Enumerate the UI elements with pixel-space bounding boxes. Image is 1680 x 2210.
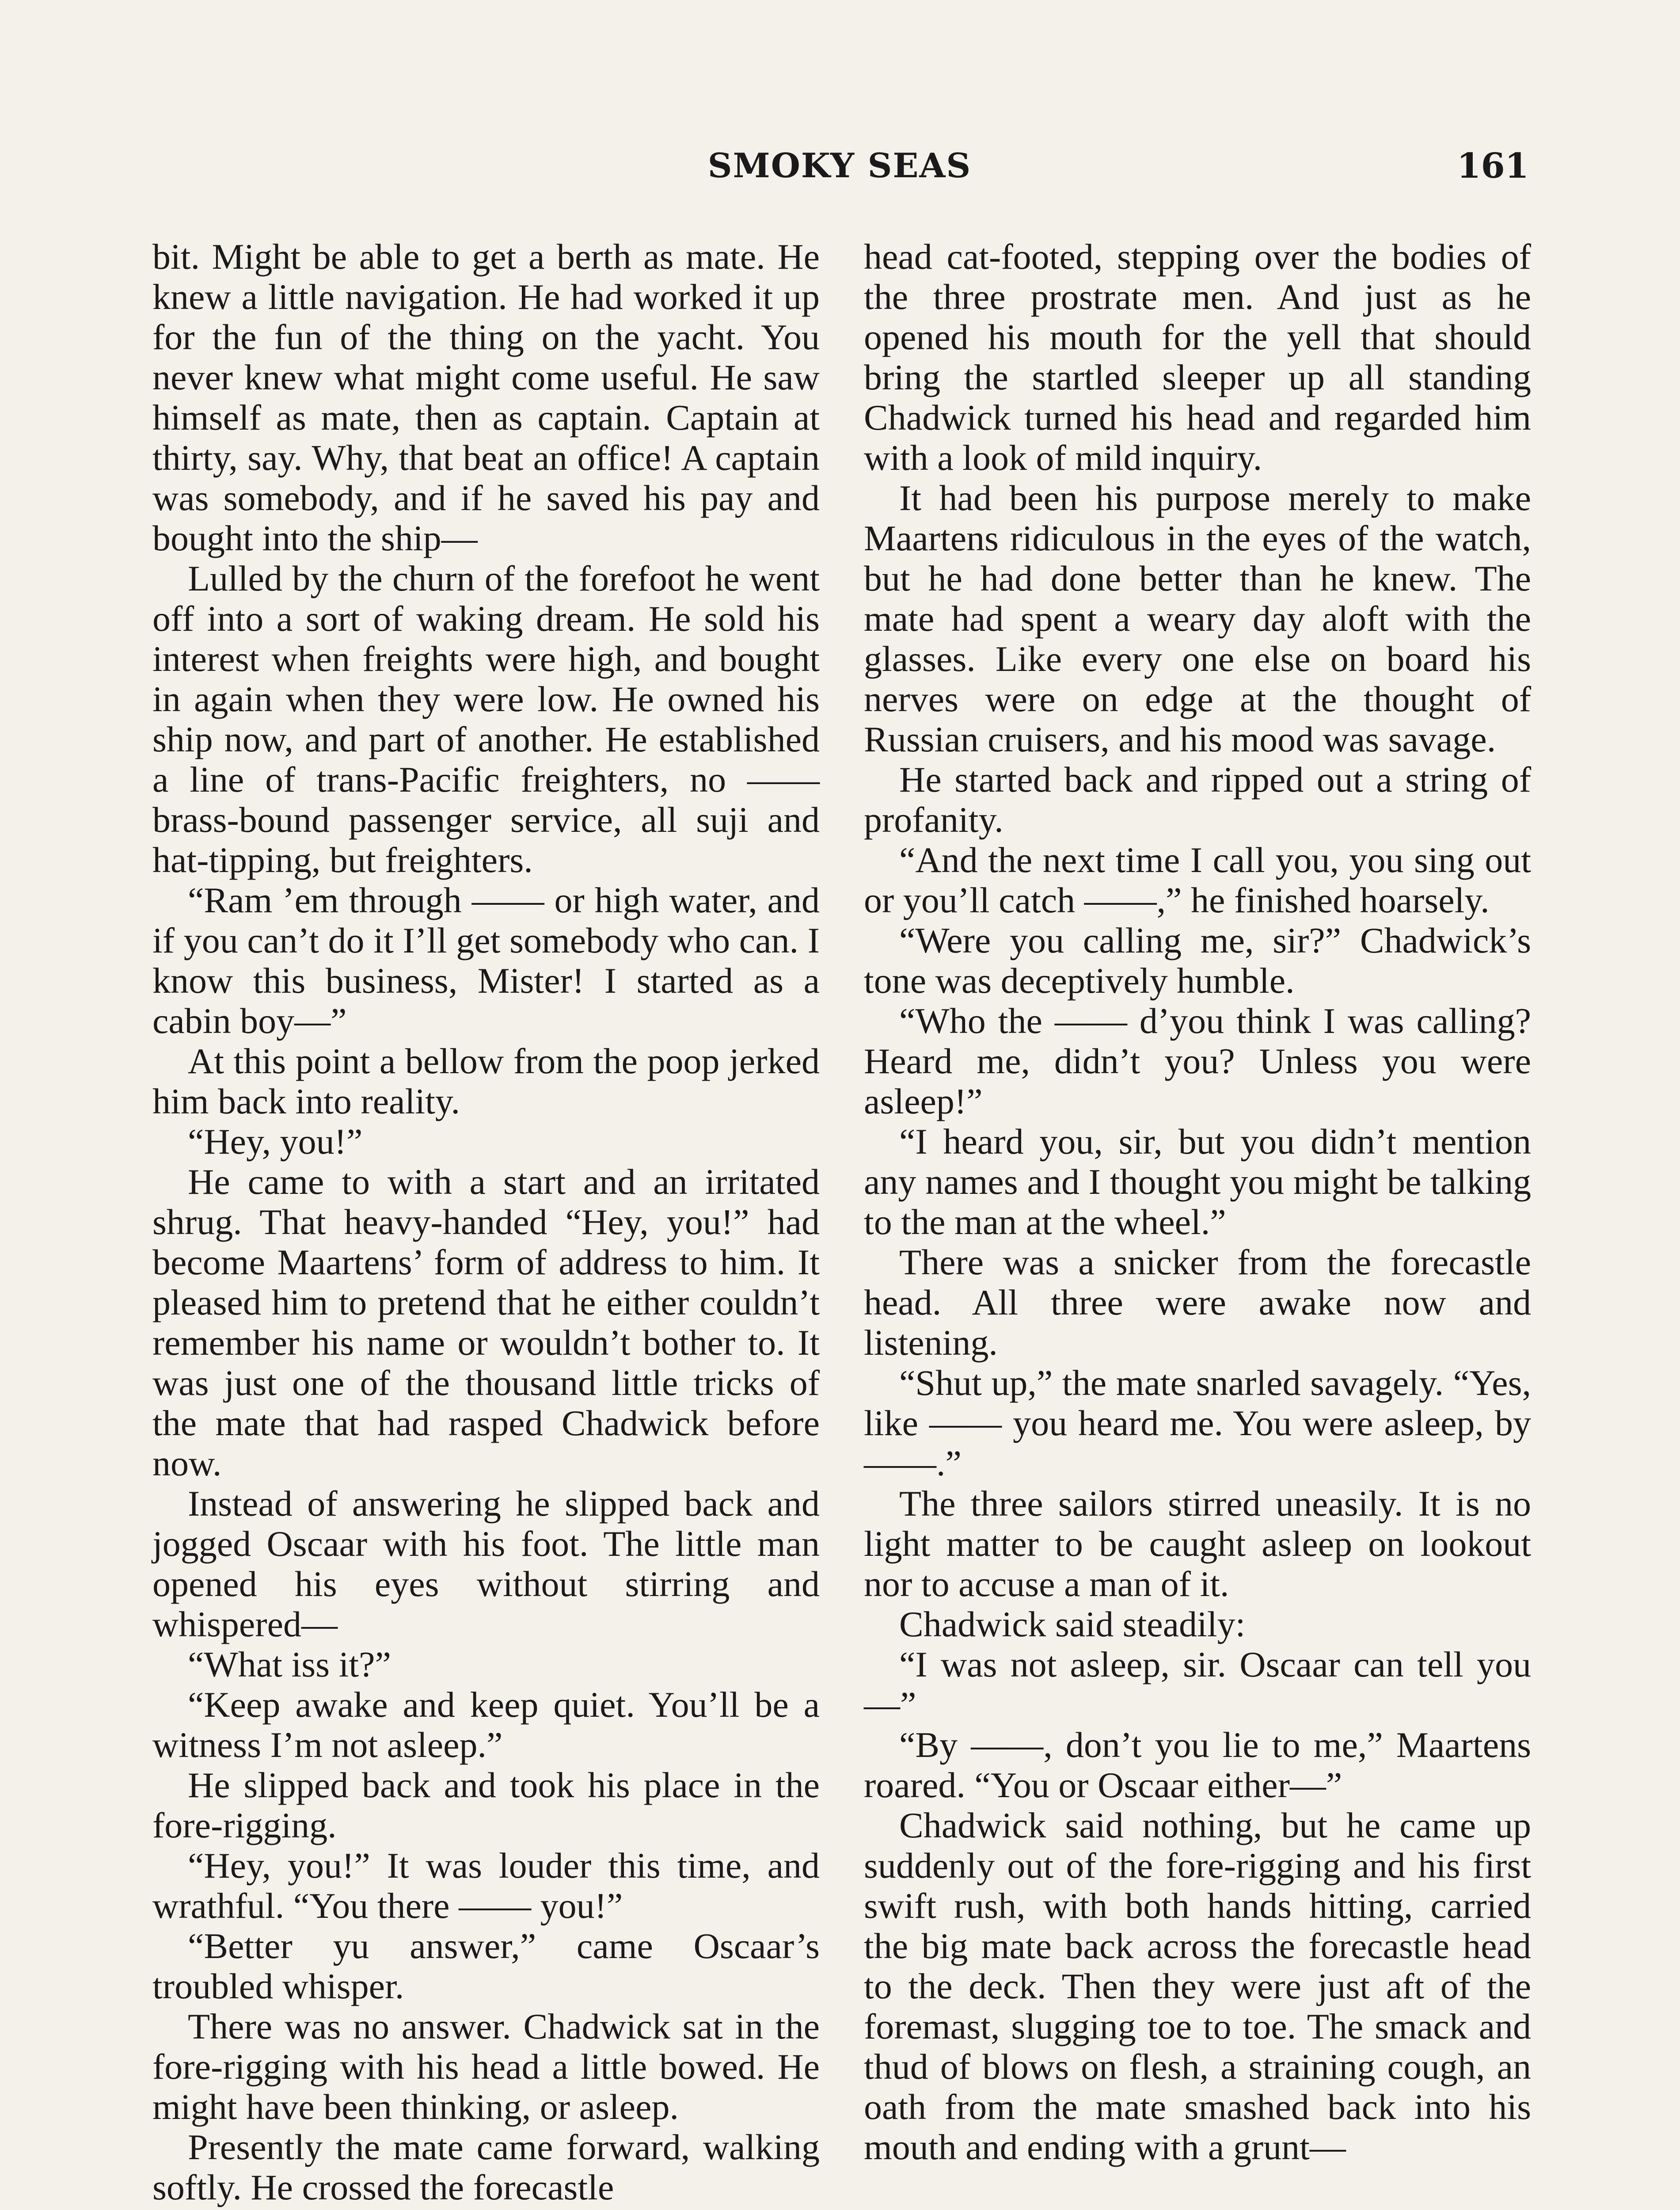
- text-columns: [152, 236, 1531, 2207]
- paragraph: There was no answer. Chadwick sat in the fore-rigging with his head a little bowed. He might have been thinking, or asleep.: [152, 2006, 820, 2127]
- paragraph: “I heard you, sir, but you didn’t mention any names and I thought you might be talking to the man at the wheel.”: [864, 1121, 1531, 1242]
- paragraph: “Hey, you!” It was louder this time, and wrathful. “You there —— you!”: [152, 1845, 820, 1926]
- paragraph: bit. Might be able to get a berth as mate. He knew a little navigation. He had worked it up for the fun of the thing on the yacht. You never knew what might come useful. He saw himself as mate, then as captain. Captain at thirty, say. Why, that beat an office! A captain was somebody, and if he saved his pay and bought into the ship—: [152, 236, 820, 558]
- paragraph: Instead of answering he slipped back and jogged Oscaar with his foot. The little man opened his eyes without stirring and whispered—: [152, 1483, 820, 1644]
- paragraph: head cat-footed, stepping over the bodies of the three prostrate men. And just as he opened his mouth for the yell that should bring the startled sleeper up all standing Chadwick turned his head and regarded him with a look of mild inquiry.: [864, 236, 1531, 478]
- right-column: [864, 236, 1531, 2207]
- running-title: SMOKY SEAS: [707, 146, 972, 185]
- paragraph: “And the next time I call you, you sing out or you’ll catch ——,” he finished hoarsely.: [864, 840, 1531, 920]
- paragraph: At this point a bellow from the poop jerked him back into reality.: [152, 1041, 820, 1121]
- paragraph: Presently the mate came forward, walking softly. He crossed the forecastle: [152, 2127, 820, 2207]
- paragraph: It had been his purpose merely to make Maartens ridiculous in the eyes of the watch, but he had done better than he knew. The mate had spent a weary day aloft with the glasses. Like every one else on board his nerves were on edge at the thought of Russian cruisers, and his mood was savage.: [864, 478, 1531, 759]
- paragraph: “What iss it?”: [188, 1644, 391, 1684]
- paragraph: “Hey, you!”: [188, 1121, 363, 1162]
- paragraph: “I was not asleep, sir. Oscaar can tell you—”: [864, 1644, 1531, 1725]
- paragraph: “Who the —— d’you think I was calling? Heard me, didn’t you? Unless you were asleep!”: [864, 1001, 1531, 1121]
- paragraph: He started back and ripped out a string of profanity.: [864, 759, 1531, 840]
- paragraph: Lulled by the churn of the forefoot he went off into a sort of waking dream. He sold his interest when freights were high, and bought in again when they were low. He owned his ship now, and part of another. He established a line of trans-Pacific freighters, no —— brass-bound passenger service, all suji and hat-tipping, but freighters.: [152, 558, 820, 880]
- paragraph: He came to with a start and an irritated shrug. That heavy-handed “Hey, you!” had become Maartens’ form of address to him. It pleased him to pretend that he either couldn’t remember his name or wouldn’t bother to. It was just one of the thousand little tricks of the mate that had rasped Chadwick before now.: [152, 1162, 820, 1483]
- paragraph: Chadwick said nothing, but he came up suddenly out of the fore-rigging and his first swift rush, with both hands hitting, carried the big mate back across the forecastle head to the deck. Then they were just aft of the foremast, slugging toe to toe. The smack and thud of blows on flesh, a straining cough, an oath from the mate smashed back into his mouth and ending with a grunt—: [864, 1805, 1531, 2167]
- paragraph: There was a snicker from the forecastle head. All three were awake now and listening.: [864, 1242, 1531, 1363]
- page-number: 161: [1457, 146, 1529, 186]
- paragraph: “Were you calling me, sir?” Chadwick’s tone was deceptively humble.: [864, 920, 1531, 1001]
- paragraph: The three sailors stirred uneasily. It is no light matter to be caught asleep on lookout nor to accuse a man of it.: [864, 1483, 1531, 1604]
- paragraph: “Shut up,” the mate snarled savagely. “Yes, like —— you heard me. You were asleep, by ——.”: [864, 1363, 1531, 1483]
- running-head: [150, 146, 1529, 194]
- left-column: [152, 236, 820, 2207]
- paragraph: “By ——, don’t you lie to me,” Maartens roared. “You or Oscaar either—”: [864, 1725, 1531, 1805]
- paragraph: “Ram ’em through —— or high water, and if you can’t do it I’ll get somebody who can. I know this business, Mister! I started as a cabin boy—”: [152, 880, 820, 1041]
- paragraph: He slipped back and took his place in the fore-rigging.: [152, 1765, 820, 1845]
- paragraph: “Better yu answer,” came Oscaar’s troubled whisper.: [152, 1926, 820, 2006]
- paragraph: Chadwick said steadily:: [899, 1604, 1246, 1644]
- paragraph: “Keep awake and keep quiet. You’ll be a witness I’m not asleep.”: [152, 1684, 820, 1765]
